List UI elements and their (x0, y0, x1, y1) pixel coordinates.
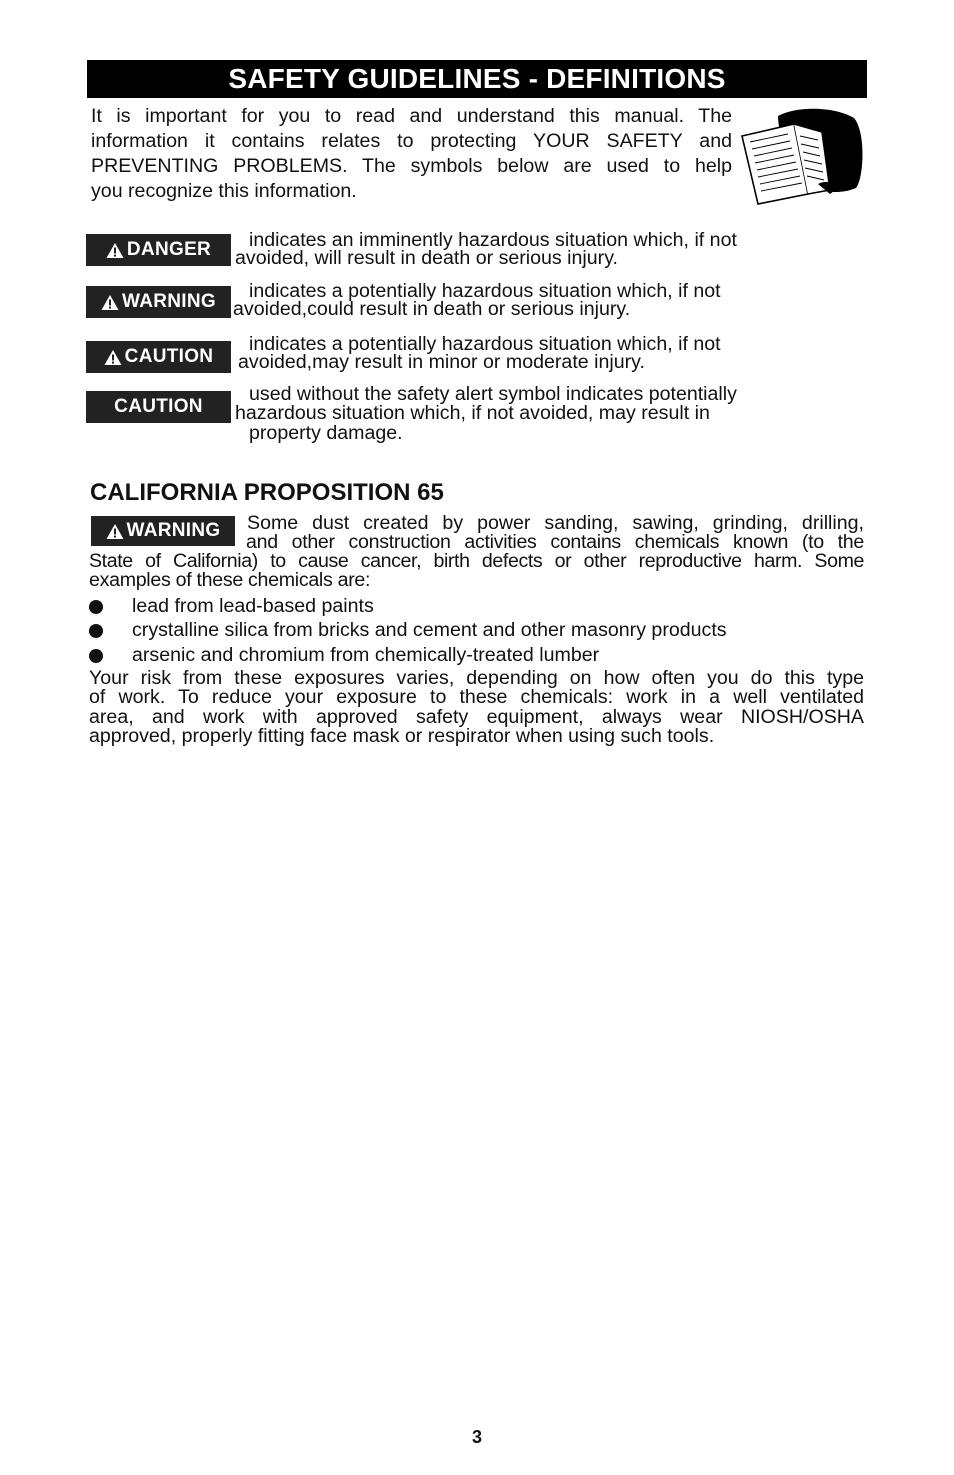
badge-label: WARNING (122, 291, 216, 312)
intro-line: information it contains relates to protecting YOUR SAFETY and (91, 130, 732, 152)
section-heading: CALIFORNIA PROPOSITION 65 (90, 479, 444, 506)
signal-description: indicates a potentially hazardous situation which, if not (249, 280, 721, 302)
warning-badge (86, 286, 231, 318)
signal-description: hazardous situation which, if not avoided, may result in (235, 402, 710, 424)
page-number: 3 (471, 1427, 482, 1447)
prop65-text-line: examples of these chemicals are: (89, 569, 371, 591)
signal-description: property damage. (249, 422, 403, 444)
prop65-closing-line: approved, properly fitting face mask or respirator when using such tools. (89, 725, 715, 747)
page-title: SAFETY GUIDELINES - DEFINITIONS (87, 60, 867, 98)
alert-triangle-icon (101, 294, 119, 311)
prop65-text-line: Some dust created by power sanding, sawing, grinding, drilling, (247, 512, 864, 534)
caution-badge (86, 341, 231, 373)
prop65-closing-line: Your risk from these exposures varies, depending on how often you do this type (89, 667, 864, 689)
signal-description: avoided, will result in death or serious injury. (235, 247, 618, 269)
signal-description: indicates a potentially hazardous situation which, if not (249, 333, 721, 355)
caution-badge (86, 391, 231, 423)
prop65-text-line: and other construction activities contains chemicals known (to the (246, 531, 864, 553)
alert-triangle-icon (106, 242, 124, 259)
bullet-dot-icon (89, 624, 103, 638)
intro-paragraph (91, 104, 732, 204)
list-item-text: lead from lead-based paints (132, 595, 374, 617)
badge-label: CAUTION (114, 396, 203, 417)
danger-badge (86, 234, 231, 266)
signal-description: avoided,may result in minor or moderate injury. (238, 351, 645, 373)
alert-triangle-icon (104, 349, 122, 366)
bullet-dot-icon (89, 600, 103, 614)
alert-triangle-icon (106, 523, 124, 540)
intro-line: PREVENTING PROBLEMS. The symbols below are used to help (91, 155, 732, 177)
signal-description: avoided,could result in death or serious injury. (233, 298, 631, 320)
prop65-text-line: State of California) to cause cancer, birth defects or other reproductive harm. Some (89, 550, 864, 572)
badge-label: DANGER (126, 239, 212, 260)
prop65-closing-line: area, and work with approved safety equipment, always wear NIOSH/OSHA (89, 706, 864, 728)
signal-description: indicates an imminently hazardous situation which, if not (249, 229, 737, 251)
intro-line: It is important for you to read and understand this manual. The (91, 105, 732, 127)
intro-line: you recognize this information. (91, 180, 357, 202)
signal-description: used without the safety alert symbol indicates potentially (249, 383, 737, 405)
badge-label: CAUTION (124, 346, 214, 367)
list-item-text: crystalline silica from bricks and cement and other masonry products (132, 619, 727, 641)
person-reading-manual-icon (738, 108, 864, 206)
prop65-warning-badge (91, 516, 235, 546)
badge-label: WARNING (126, 520, 221, 541)
list-item-text: arsenic and chromium from chemically-treated lumber (132, 644, 600, 666)
bullet-dot-icon (89, 649, 103, 663)
prop65-closing-line: of work. To reduce your exposure to these chemicals: work in a well ventilated (89, 686, 864, 708)
